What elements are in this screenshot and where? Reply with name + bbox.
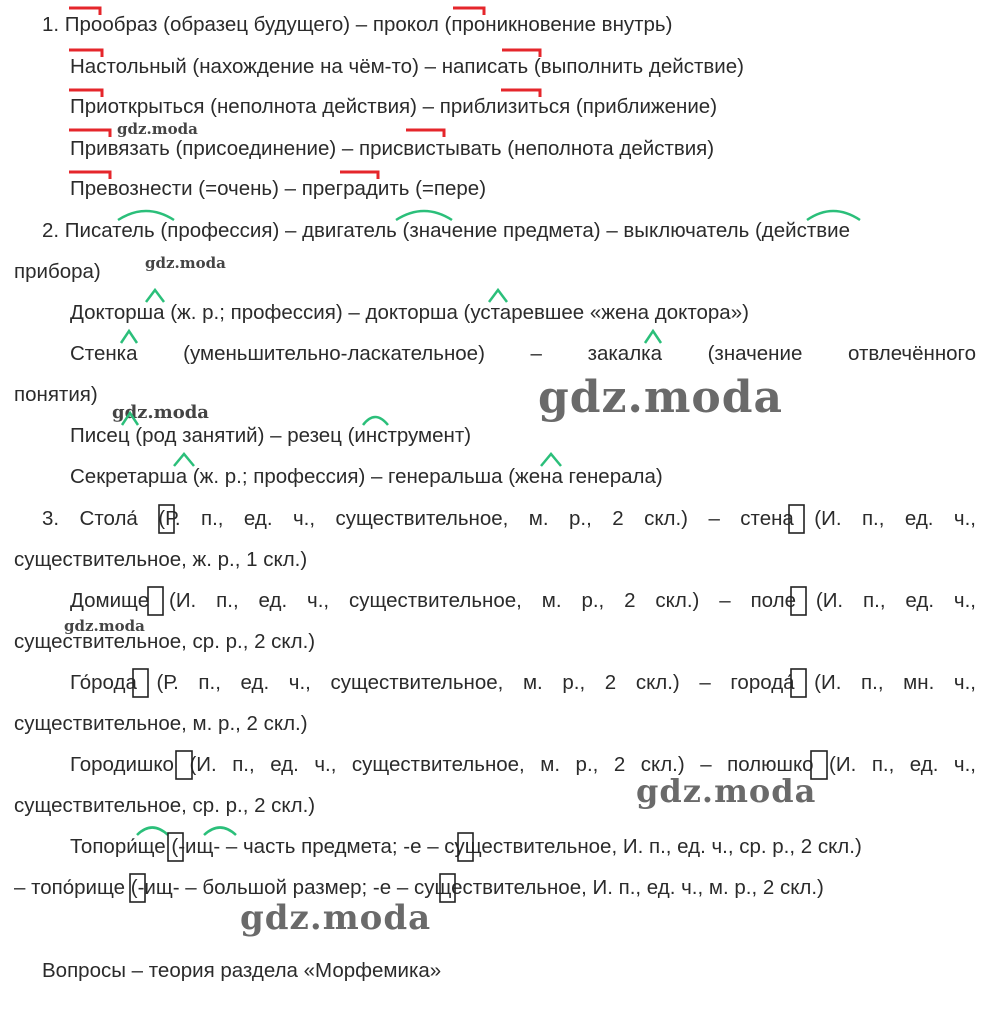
text-line: Докторша (ж. р.; профессия) – докторша (устаревшее «жена доктора») [70,301,749,324]
text-line: существительное, ср. р., 2 скл.) [14,794,316,817]
watermark: gdz.moda [117,120,198,138]
text-line: Превознести (=очень) – преградить (=пере) [70,177,487,200]
text-line: Привязать (присоединение) – присвистывать (неполнота действия) [70,137,715,160]
text-line: 3. Стола́ (Р. п., ед. ч., существительное, м. р., 2 скл.) – стена (И. п., ед. ч., [42,507,976,530]
prefix-mark [69,130,110,137]
watermark: gdz.moda [538,372,784,423]
text-line: Писец (род занятий) – резец (инструмент) [70,424,472,447]
suffix-mark [204,828,236,836]
text-line: понятия) [14,383,98,406]
text-line: 1. Прообраз (образец будущего) – прокол (проникновение внутрь) [42,13,673,36]
text-line: Го́рода (Р. п., ед. ч., существительное, м. р., 2 скл.) – города́ (И. п., мн. ч., [70,671,976,694]
watermark: gdz.moda [636,772,817,810]
watermark: gdz.moda [240,898,432,938]
text-line: существительное, м. р., 2 скл.) [14,712,308,735]
prefix-mark [406,130,444,137]
text-line: Вопросы – теория раздела «Морфемика» [42,959,442,982]
text-line: 2. Писатель (профессия) – двигатель (значение предмета) – выключатель (действие [42,219,850,242]
text-line: существительное, ср. р., 2 скл.) [14,630,316,653]
text-line: – топо́рище (-ищ- – большой размер; -е – существительное, И. п., ед. ч., м. р., 2 скл.) [14,876,824,899]
text-line: Топори́ще (-ищ- – часть предмета; -е – существительное, И. п., ед. ч., ср. р., 2 скл.) [70,835,862,858]
text-line: прибора) [14,260,101,283]
text-line: Секретарша (ж. р.; профессия) – генеральша (жена генерала) [70,465,663,488]
watermark: gdz.moda [145,254,226,272]
text-line: существительное, ж. р., 1 скл.) [14,548,308,571]
text-line: Стенка (уменьшительно-ласкательное) – закалка (значение отвлечённого [70,342,976,365]
text-line: Домище (И. п., ед. ч., существительное, м. р., 2 скл.) – поле (И. п., ед. ч., [70,589,976,612]
text-line: Приоткрыться (неполнота действия) – приблизиться (приближение) [70,95,718,118]
watermark: gdz.moda [64,617,145,635]
text-line: Настольный (нахождение на чём-то) – написать (выполнить действие) [70,55,744,78]
text-line: Городишко (И. п., ед. ч., существительное, м. р., 2 скл.) – полюшко (И. п., ед. ч., [70,753,976,776]
suffix-mark [137,828,168,836]
watermark: gdz.moda [112,402,209,423]
